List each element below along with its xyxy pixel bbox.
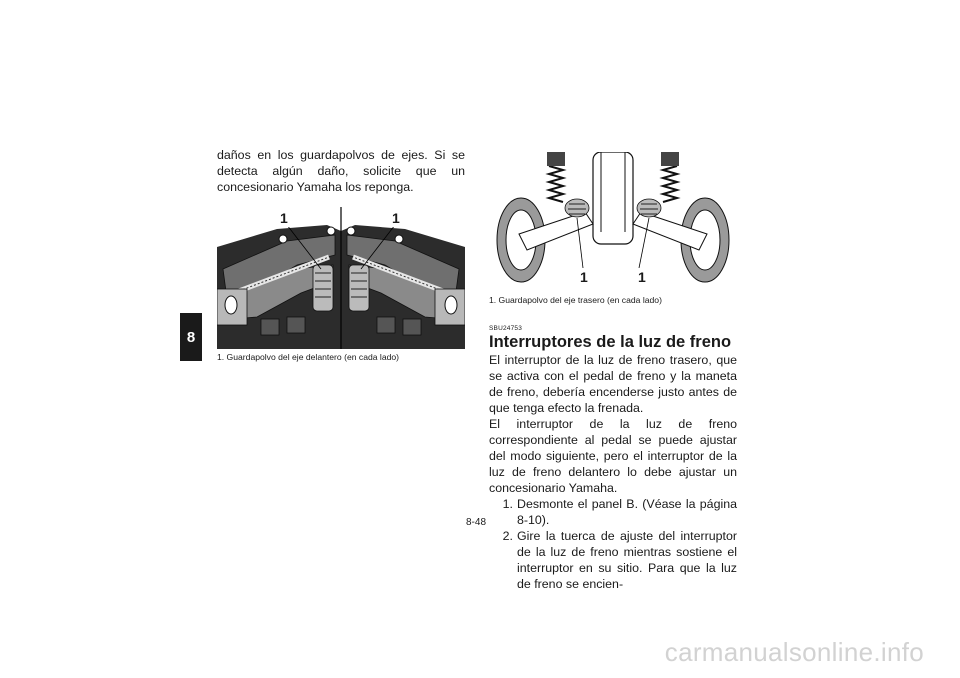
body-paragraph: El interruptor de la luz de freno trasero, que se activa con el pedal de freno y la maneta de freno, debería encenderse justo antes de que tenga efecto la frenada.	[489, 353, 737, 415]
watermark: carmanualsonline.info	[664, 637, 924, 667]
list-item	[489, 528, 737, 592]
figure-caption: 1. Guardapolvo del eje delantero (en cada lado)	[217, 352, 400, 362]
page-number: 8-48	[466, 517, 487, 528]
body-paragraph: El interruptor de la luz de freno correspondiente al pedal se puede ajustar del modo siguiente, pero el interruptor de la luz de freno delantero lo debe ajustar un concesionario Yamaha.	[489, 417, 737, 495]
callout-number: 1	[638, 269, 646, 285]
step-text: Desmonte el panel B. (Véase la página 8-10).	[517, 497, 737, 527]
rear-axle-figure	[489, 152, 737, 292]
figure-caption: 1. Guardapolvo del eje trasero (en cada lado)	[489, 295, 662, 305]
callout-number: 1	[280, 210, 288, 226]
instruction-steps	[489, 496, 737, 592]
section-title: Interruptores de la luz de freno	[489, 333, 732, 351]
chapter-tab: 8	[180, 313, 202, 361]
step-number: 1.	[502, 497, 513, 511]
step-number: 2.	[502, 529, 513, 543]
section-code: SBU24753	[489, 325, 523, 332]
front-axle-figure	[217, 207, 465, 349]
rear-axle-illustration	[489, 152, 737, 292]
callout-number: 1	[392, 210, 400, 226]
step-text: Gire la tuerca de ajuste del interruptor de la luz de freno mientras sostiene el interruptor en su sitio. Para que la luz de freno se encien-	[517, 529, 737, 591]
right-column	[489, 152, 737, 592]
intro-paragraph: daños en los guardapolvos de ejes. Si se detecta algún daño, solicite que un concesionario Yamaha los reponga.	[217, 148, 465, 194]
callout-number: 1	[580, 269, 588, 285]
left-column	[217, 147, 465, 363]
front-axle-illustration	[217, 207, 465, 349]
list-item	[489, 496, 737, 528]
